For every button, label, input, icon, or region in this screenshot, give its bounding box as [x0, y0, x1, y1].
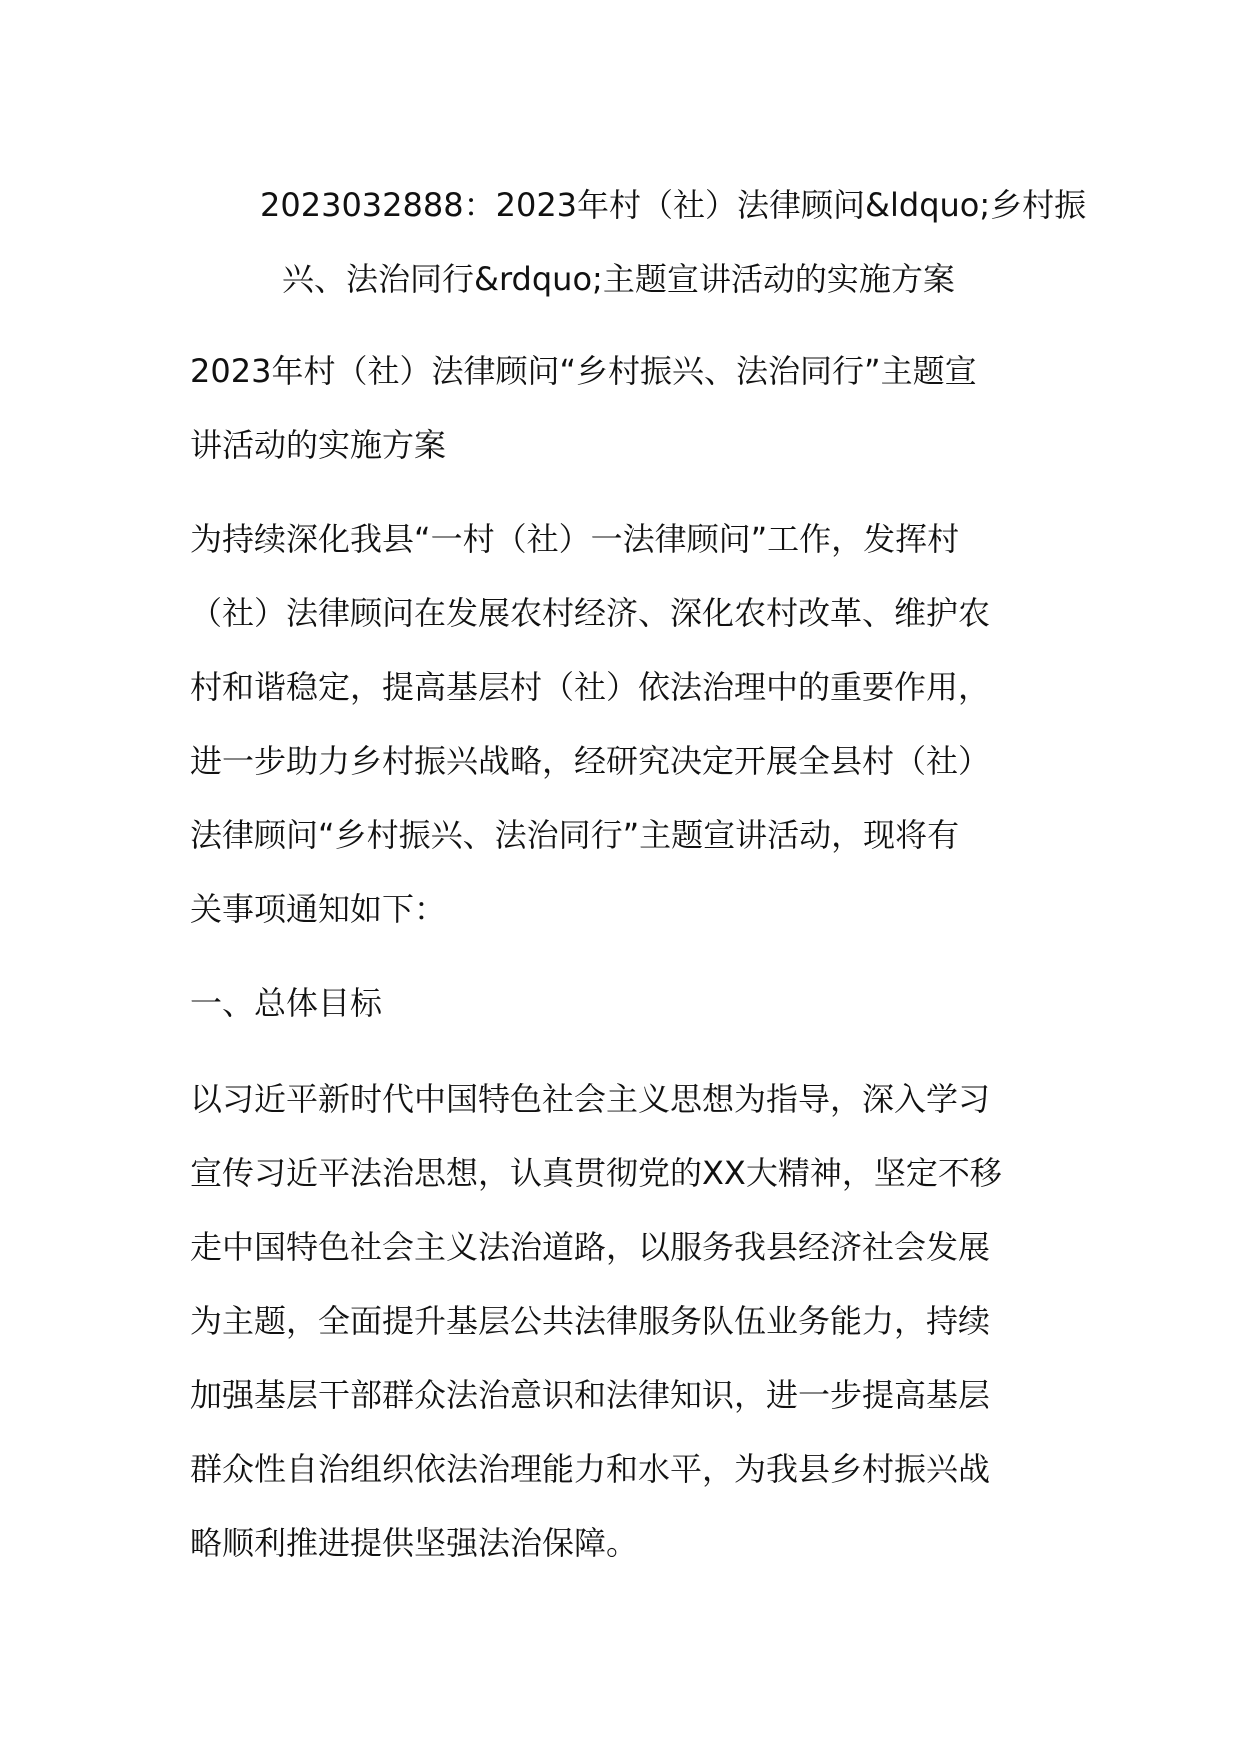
intro-line-1: 为持续深化我县“一村（社）一法律顾问”工作，发挥村	[190, 520, 960, 558]
section-1-line-6: 群众性自治组织依法治理能力和水平，为我县乡村振兴战	[190, 1450, 991, 1488]
section-1-line-2: 宣传习近平法治思想，认真贯彻党的XX大精神，坚定不移	[190, 1154, 1002, 1192]
subtitle-paragraph	[190, 334, 1070, 482]
document-body	[190, 334, 1070, 1600]
section-1-line-1: 以习近平新时代中国特色社会主义思想为指导，深入学习	[190, 1080, 991, 1118]
subtitle-line-1: 2023年村（社）法律顾问“乡村振兴、法治同行”主题宣	[190, 352, 977, 390]
intro-line-3: 村和谐稳定，提高基层村（社）依法治理中的重要作用，	[190, 668, 991, 706]
section-1-line-5: 加强基层干部群众法治意识和法律知识，进一步提高基层	[190, 1376, 991, 1414]
section-1-paragraph	[190, 1062, 1070, 1580]
subtitle-line-2: 讲活动的实施方案	[190, 426, 447, 464]
section-1-line-3: 走中国特色社会主义法治道路，以服务我县经济社会发展	[190, 1228, 991, 1266]
section-1-line-7: 略顺利推进提供坚强法治保障。	[190, 1524, 639, 1562]
intro-line-4: 进一步助力乡村振兴战略，经研究决定开展全县村（社）	[190, 742, 991, 780]
document-title	[260, 168, 1087, 316]
title-line-2: 兴、法治同行&rdquo;主题宣讲活动的实施方案	[282, 260, 955, 298]
intro-line-2: （社）法律顾问在发展农村经济、深化农村改革、维护农	[190, 594, 991, 632]
intro-line-5: 法律顾问“乡村振兴、法治同行”主题宣讲活动，现将有	[190, 816, 960, 854]
intro-paragraph	[190, 502, 1070, 946]
intro-line-6: 关事项通知如下：	[190, 890, 447, 928]
section-1-line-4: 为主题，全面提升基层公共法律服务队伍业务能力，持续	[190, 1302, 991, 1340]
section-1-heading: 一、总体目标	[190, 984, 383, 1022]
title-line-1: 2023032888：2023年村（社）法律顾问&ldquo;乡村振	[260, 186, 1087, 224]
